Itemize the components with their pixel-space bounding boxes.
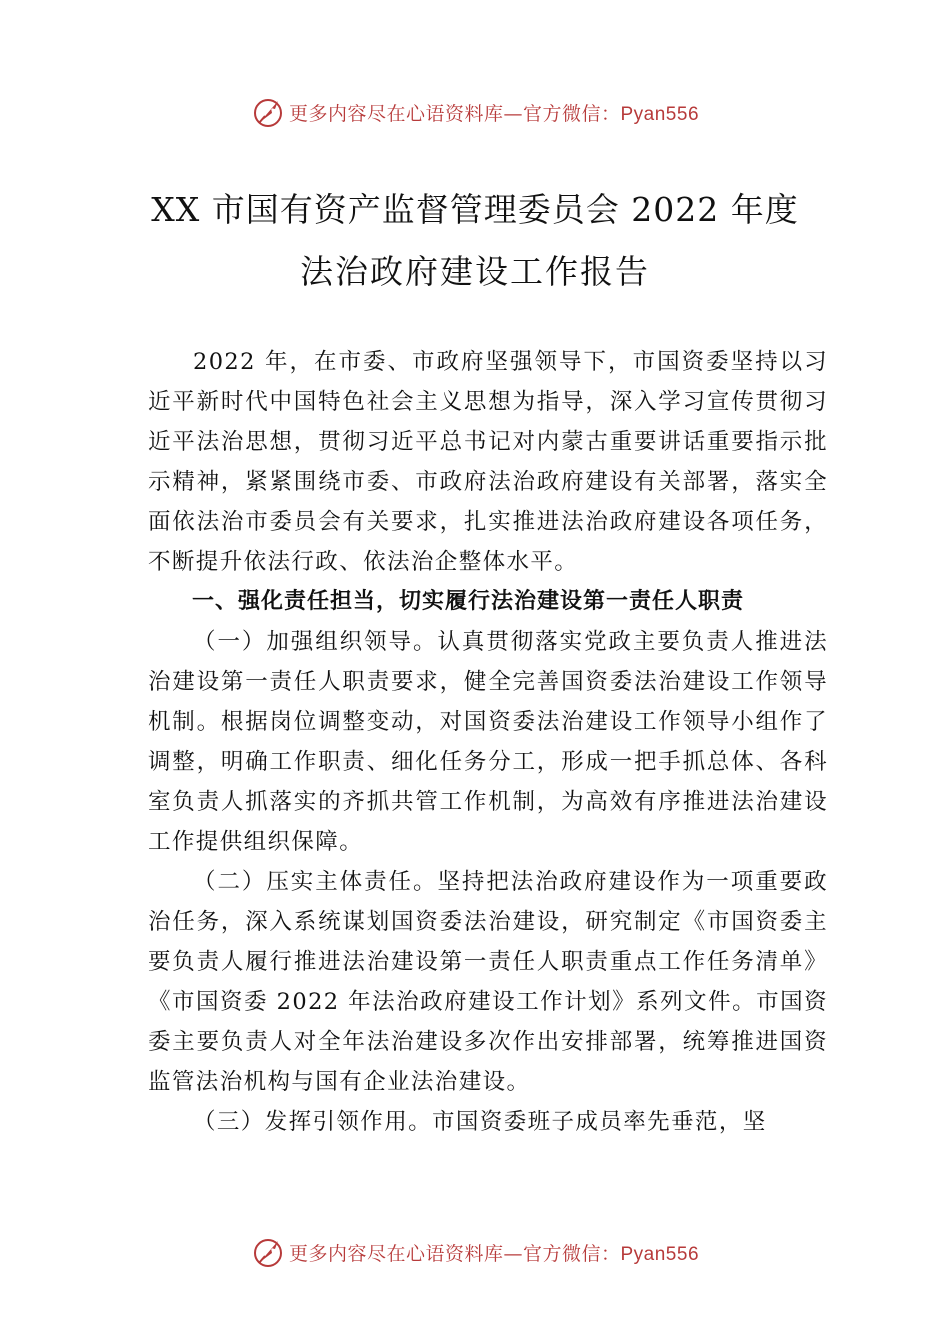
item-paragraph-3	[148, 1102, 828, 1142]
item-paragraph-1	[148, 622, 828, 862]
document-body	[148, 342, 828, 1142]
item-text-1: 认真贯彻落实党政主要负责人推进法治建设第一责任人职责要求，健全完善国资委法治建设工作领导机制。根据岗位调整变动，对国资委法治建设工作领导小组作了调整，明确工作职责、细化任务分工，形成一把手抓总体、各科室负责人抓落实的齐抓共管工作机制，为高效有序推进法治建设工作提供组织保障。	[148, 629, 828, 855]
item-heading-2: （二）压实主体责任。	[193, 869, 438, 895]
section-heading-1: 一、强化责任担当，切实履行法治建设第一责任人职责	[192, 589, 745, 614]
document-title-line-2: 法治政府建设工作报告	[300, 252, 650, 291]
watermark-text: 更多内容尽在心语资料库—官方微信：Pyan556	[288, 1242, 700, 1265]
item-heading-1: （一）加强组织领导。	[193, 629, 438, 655]
item-heading-3: （三）发挥引领作用。	[193, 1109, 433, 1135]
quill-seal-icon	[251, 1235, 285, 1269]
watermark-footer	[0, 1232, 950, 1272]
document-title-line-1: XX 市国有资产监督管理委员会 2022 年度	[151, 190, 799, 229]
item-text-3: 市国资委班子成员率先垂范，坚	[432, 1109, 767, 1135]
quill-seal-icon	[251, 95, 285, 129]
item-paragraph-2	[148, 862, 828, 1102]
watermark-header	[0, 92, 950, 132]
watermark-wechat-id: Pyan556	[620, 1243, 700, 1265]
item-text-2: 坚持把法治政府建设作为一项重要政治任务，深入系统谋划国资委法治建设，研究制定《市国资委主要负责人履行推进法治建设第一责任人职责重点工作任务清单》《市国资委 2022 年法治政府建设工作计划》系列文件。市国资委主要负责人对全年法治建设多次作出安排部署，统筹推进国资监管法治机构与国有企业法治建设。	[148, 869, 828, 1095]
watermark-text: 更多内容尽在心语资料库—官方微信：Pyan556	[288, 102, 700, 125]
watermark-wechat-id: Pyan556	[620, 103, 700, 125]
intro-paragraph: 2022 年，在市委、市政府坚强领导下，市国资委坚持以习近平新时代中国特色社会主义思想为指导，深入学习宣传贯彻习近平法治思想，贯彻习近平总书记对内蒙古重要讲话重要指示批示精神，紧紧围绕市委、市政府法治政府建设有关部署，落实全面依法治市委员会有关要求，扎实推进法治政府建设各项任务，不断提升依法行政、依法治企整体水平。	[148, 349, 828, 575]
